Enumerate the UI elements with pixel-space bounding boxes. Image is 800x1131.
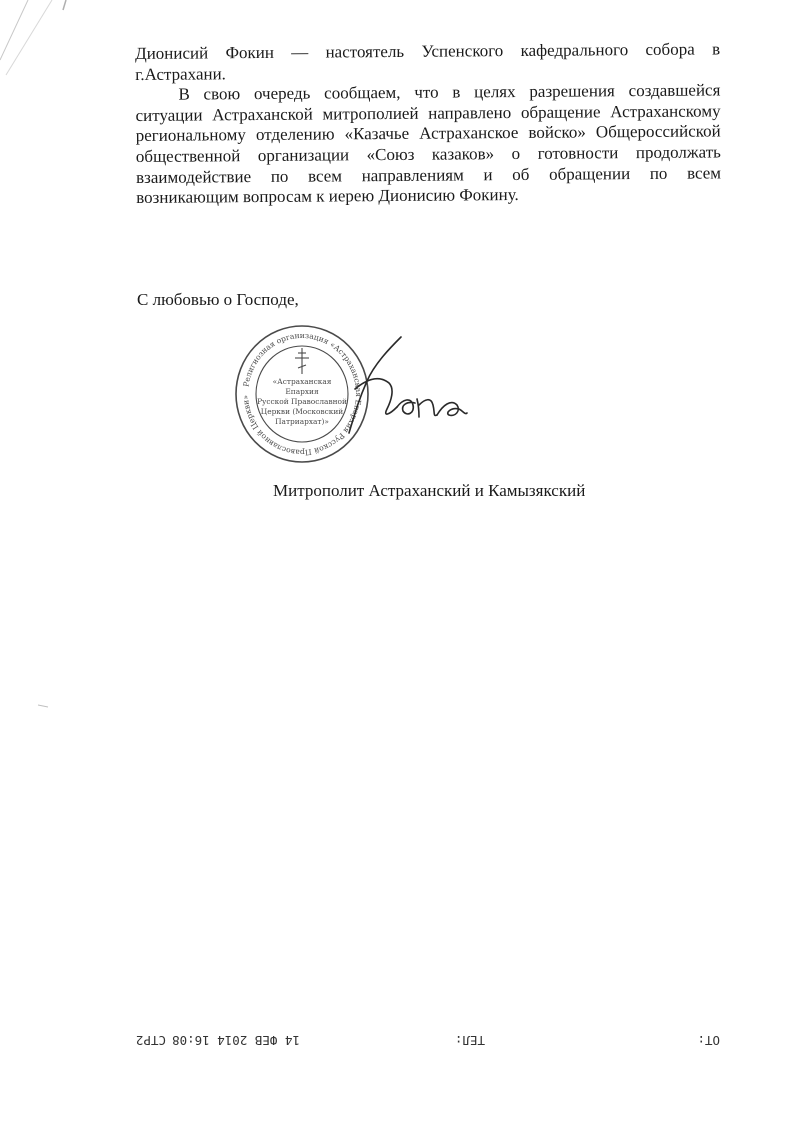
letter-body: [135, 39, 721, 208]
seal-line: «Астраханская: [272, 377, 332, 386]
fax-page-number: СТР2: [135, 1033, 166, 1048]
signature-image: [345, 335, 470, 440]
body-line: ситуации Астраханской митрополией направлено обращение Астраханскому: [135, 101, 721, 125]
closing-salutation: С любовью о Господе,: [137, 290, 299, 309]
body-line: взаимодействие по всем направлениям и об обращении по всем: [135, 162, 722, 187]
body-line: г.Астрахани.: [135, 63, 226, 84]
body-line: общественной организации «Союз казаков» о готовности продолжать: [135, 142, 721, 166]
body-line: В свою очередь сообщаем, что в целях разрешения создавшейся: [178, 80, 721, 104]
handwritten-signature: [345, 335, 470, 440]
seal-line: Церкви (Московский: [260, 407, 344, 416]
body-line: возникающим вопросам к иерею Дионисию Фокину.: [136, 185, 519, 208]
seal-line: Епархия: [285, 387, 319, 396]
fax-timestamp: 14 ФЕВ 2014 16:08: [172, 1033, 300, 1048]
fax-header-strip: [130, 1028, 740, 1052]
fax-from-label: ОТ:: [697, 1033, 720, 1048]
paragraph-continuation: [135, 39, 720, 85]
seal-line: Патриархат)»: [275, 417, 329, 426]
svg-text:Религиозная организация «Астра: Религиозная организация «Астраханская Епархия Русской Православной Церкви»: [240, 330, 364, 458]
body-line: региональному отделению «Казачье Астраханское войско» Общероссийской: [135, 121, 721, 146]
body-line: Дионисий Фокин — настоятель Успенского кафедрального собора в: [135, 39, 721, 63]
signer-title: Митрополит Астраханский и Камызякский: [273, 481, 586, 500]
paragraph-notice: [135, 81, 721, 209]
fax-tel-label: ТЕЛ:: [454, 1033, 485, 1048]
seal-line: Русской Православной: [257, 397, 347, 406]
